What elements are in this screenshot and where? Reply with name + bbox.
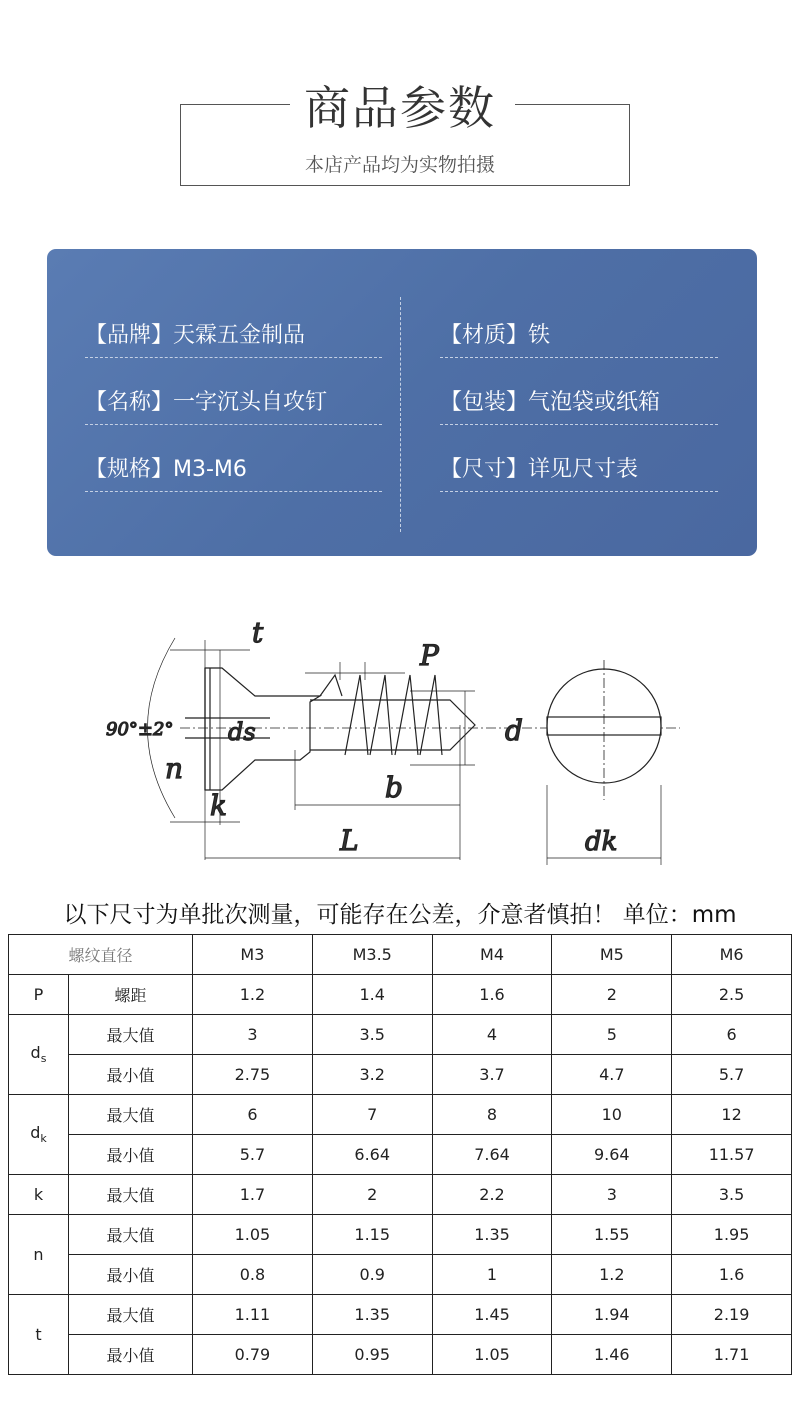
table-cell: 1.05 bbox=[193, 1215, 313, 1255]
row-symbol bbox=[9, 1015, 69, 1095]
label-p: P bbox=[420, 639, 439, 672]
table-cell: 3.2 bbox=[312, 1055, 432, 1095]
table-cell: 1.15 bbox=[312, 1215, 432, 1255]
row-label: 最大值 bbox=[69, 1095, 193, 1135]
symbol-subscript: s bbox=[40, 1052, 47, 1066]
row-symbol bbox=[9, 1175, 69, 1215]
row-label: 螺距 bbox=[69, 975, 193, 1015]
table-cell: 3 bbox=[193, 1015, 313, 1055]
table-cell: 6.64 bbox=[312, 1135, 432, 1175]
table-cell: 2 bbox=[552, 975, 672, 1015]
table-cell: 2 bbox=[312, 1175, 432, 1215]
size-header: M3.5 bbox=[312, 935, 432, 975]
label-t: t bbox=[252, 616, 264, 649]
table-cell: 4 bbox=[432, 1015, 552, 1055]
table-cell: 2.19 bbox=[672, 1295, 792, 1335]
table-header-row bbox=[9, 935, 792, 975]
table-cell: 2.5 bbox=[672, 975, 792, 1015]
table-row bbox=[9, 1255, 792, 1295]
table-cell: 6 bbox=[193, 1095, 313, 1135]
table-cell: 1 bbox=[432, 1255, 552, 1295]
table-cell: 1.11 bbox=[193, 1295, 313, 1335]
size-table bbox=[8, 934, 792, 1375]
row-label: 最大值 bbox=[69, 1175, 193, 1215]
table-cell: 1.55 bbox=[552, 1215, 672, 1255]
label-n: n bbox=[165, 752, 184, 785]
label-d: d bbox=[505, 714, 523, 747]
table-cell: 7 bbox=[312, 1095, 432, 1135]
table-cell: 1.4 bbox=[312, 975, 432, 1015]
header-cell: 螺纹直径 bbox=[9, 935, 193, 975]
screw-diagram bbox=[90, 600, 690, 870]
table-row bbox=[9, 1175, 792, 1215]
table-cell: 1.46 bbox=[552, 1335, 672, 1375]
table-cell: 10 bbox=[552, 1095, 672, 1135]
table-cell: 3 bbox=[552, 1175, 672, 1215]
row-label: 最小值 bbox=[69, 1135, 193, 1175]
row-label: 最小值 bbox=[69, 1335, 193, 1375]
table-cell: 1.94 bbox=[552, 1295, 672, 1335]
table-cell: 1.6 bbox=[672, 1255, 792, 1295]
table-row bbox=[9, 1335, 792, 1375]
table-cell: 1.6 bbox=[432, 975, 552, 1015]
row-symbol: P bbox=[9, 975, 69, 1015]
table-cell: 12 bbox=[672, 1095, 792, 1135]
divider bbox=[400, 297, 401, 532]
table-cell: 1.35 bbox=[312, 1295, 432, 1335]
table-cell: 1.2 bbox=[193, 975, 313, 1015]
table-cell: 5 bbox=[552, 1015, 672, 1055]
symbol-text: k bbox=[33, 1185, 44, 1204]
table-row bbox=[9, 1095, 792, 1135]
table-cell: 9.64 bbox=[552, 1135, 672, 1175]
symbol-subscript: k bbox=[40, 1132, 47, 1146]
table-cell: 11.57 bbox=[672, 1135, 792, 1175]
symbol-text: n bbox=[33, 1245, 44, 1264]
param-package: 【包装】气泡袋或纸箱 bbox=[440, 385, 718, 425]
table-cell: 5.7 bbox=[672, 1055, 792, 1095]
page-title: 商品参数 bbox=[304, 81, 496, 135]
table-cell: 8 bbox=[432, 1095, 552, 1135]
table-cell: 1.05 bbox=[432, 1335, 552, 1375]
symbol-text: d bbox=[30, 1043, 41, 1063]
row-label: 最小值 bbox=[69, 1255, 193, 1295]
param-name: 【名称】一字沉头自攻钉 bbox=[85, 385, 382, 425]
table-cell: 7.64 bbox=[432, 1135, 552, 1175]
param-brand: 【品牌】天霖五金制品 bbox=[85, 318, 382, 358]
row-symbol bbox=[9, 1095, 69, 1175]
param-material: 【材质】铁 bbox=[440, 318, 718, 358]
table-cell: 1.95 bbox=[672, 1215, 792, 1255]
size-header: M6 bbox=[672, 935, 792, 975]
label-dk: dk bbox=[585, 827, 618, 857]
size-header: M4 bbox=[432, 935, 552, 975]
page-subtitle: 本店产品均为实物拍摄 bbox=[304, 154, 495, 176]
table-cell: 2.2 bbox=[432, 1175, 552, 1215]
size-header: M5 bbox=[552, 935, 672, 975]
label-ds: ds bbox=[228, 718, 256, 746]
row-label: 最大值 bbox=[69, 1215, 193, 1255]
row-symbol bbox=[9, 1295, 69, 1375]
table-row bbox=[9, 1295, 792, 1335]
table-cell: 5.7 bbox=[193, 1135, 313, 1175]
row-label: 最小值 bbox=[69, 1055, 193, 1095]
table-cell: 6 bbox=[672, 1015, 792, 1055]
label-b: b bbox=[385, 771, 403, 804]
table-cell: 3.5 bbox=[672, 1175, 792, 1215]
symbol-text: d bbox=[30, 1123, 41, 1143]
row-symbol bbox=[9, 1215, 69, 1295]
table-cell: 0.9 bbox=[312, 1255, 432, 1295]
screw-head-view bbox=[547, 660, 661, 800]
table-cell: 3.5 bbox=[312, 1015, 432, 1055]
symbol-text: t bbox=[35, 1325, 42, 1344]
table-cell: 1.45 bbox=[432, 1295, 552, 1335]
table-cell: 0.79 bbox=[193, 1335, 313, 1375]
param-spec: 【规格】M3-M6 bbox=[85, 452, 382, 492]
table-row bbox=[9, 1015, 792, 1055]
table-cell: 1.71 bbox=[672, 1335, 792, 1375]
measurement-note: 以下尺寸为单批次测量，可能存在公差，介意者慎拍！ 单位：mm bbox=[63, 902, 737, 928]
table-cell: 1.7 bbox=[193, 1175, 313, 1215]
label-angle: 90°±2° bbox=[106, 719, 174, 740]
size-header: M3 bbox=[193, 935, 313, 975]
table-cell: 0.8 bbox=[193, 1255, 313, 1295]
table-cell: 2.75 bbox=[193, 1055, 313, 1095]
table-cell: 4.7 bbox=[552, 1055, 672, 1095]
row-label: 最大值 bbox=[69, 1015, 193, 1055]
table-row bbox=[9, 1055, 792, 1095]
table-cell: 3.7 bbox=[432, 1055, 552, 1095]
table-row bbox=[9, 1215, 792, 1255]
row-label: 最大值 bbox=[69, 1295, 193, 1335]
label-k: k bbox=[210, 789, 227, 822]
param-size: 【尺寸】详见尺寸表 bbox=[440, 452, 718, 492]
table-row bbox=[9, 1135, 792, 1175]
table-row bbox=[9, 975, 792, 1015]
label-l: L bbox=[340, 824, 359, 857]
table-cell: 0.95 bbox=[312, 1335, 432, 1375]
table-cell: 1.2 bbox=[552, 1255, 672, 1295]
table-cell: 1.35 bbox=[432, 1215, 552, 1255]
